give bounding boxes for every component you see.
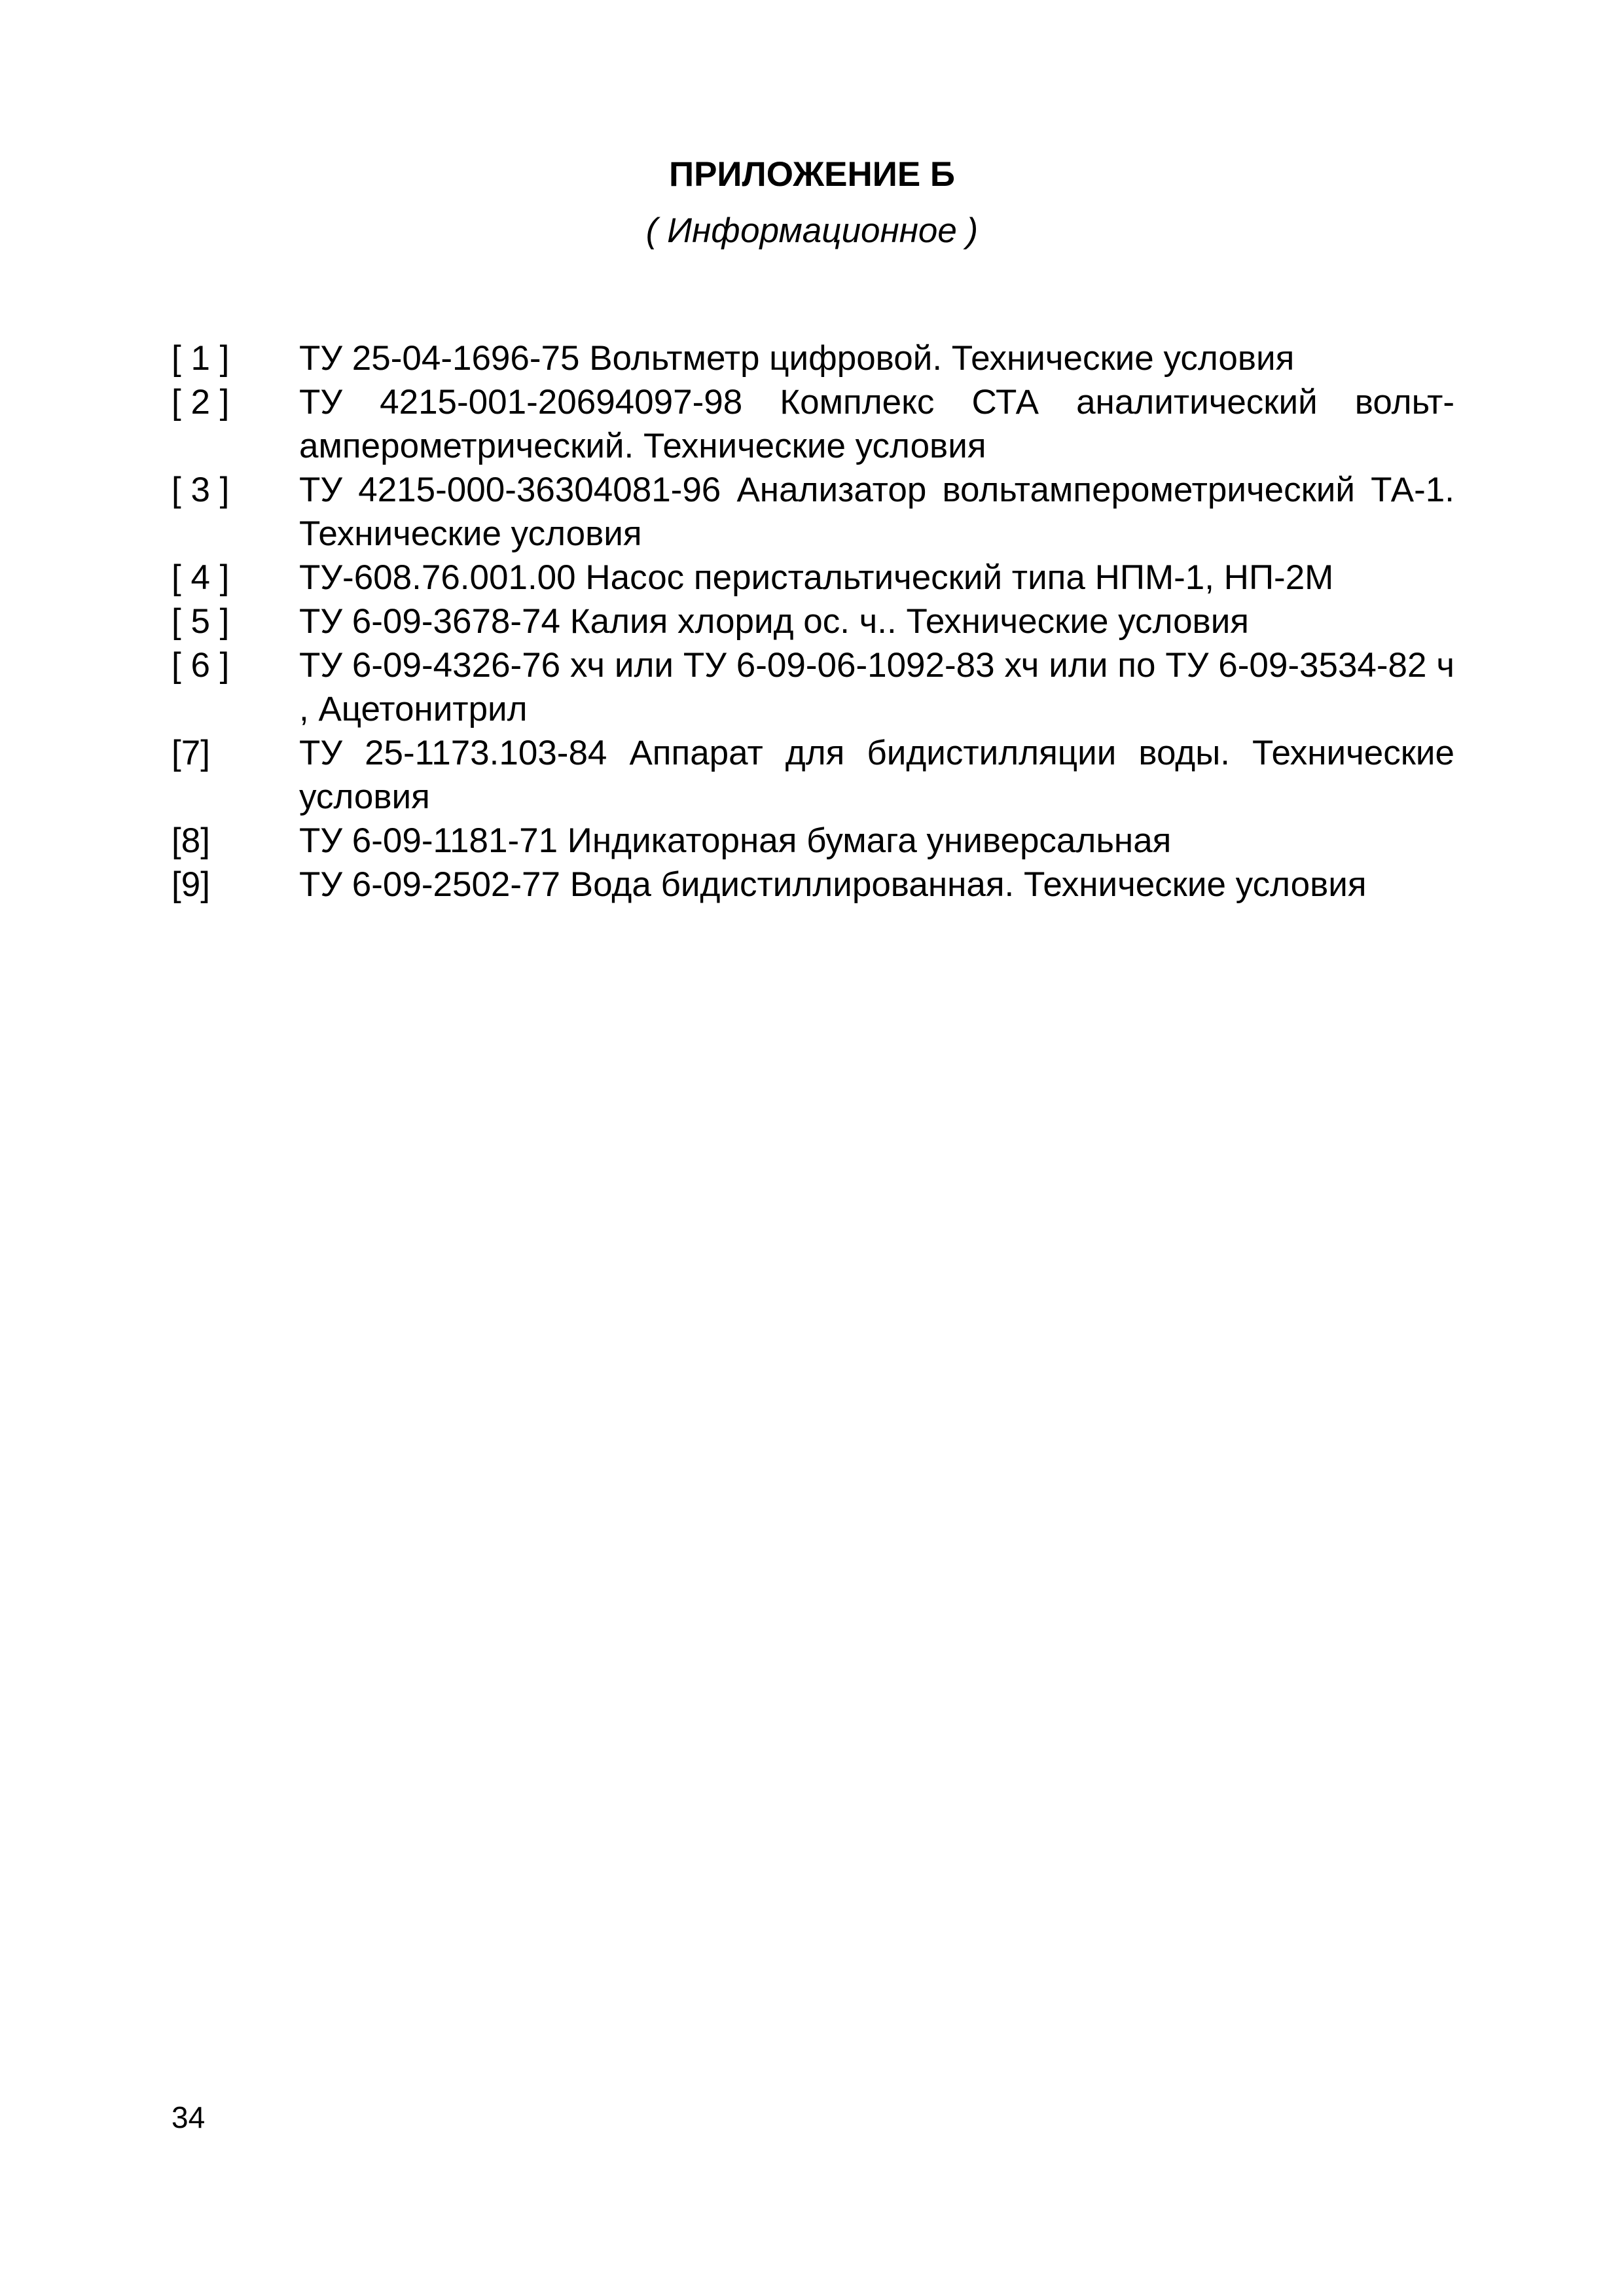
reference-text: ТУ 4215-000-36304081-96 Анализатор вольтамперометрический ТА-1. Технические условия	[299, 471, 1454, 553]
reference-number: [9]	[171, 865, 210, 904]
reference-text: ТУ 6-09-2502-77 Вода бидистиллированная. Технические условия	[299, 865, 1367, 904]
reference-number: [ 2 ]	[171, 383, 230, 422]
reference-text: ТУ-608.76.001.00 Насос перистальтический типа НПМ-1, НП-2М	[299, 558, 1334, 597]
appendix-title: ПРИЛОЖЕНИЕ Б	[668, 155, 956, 194]
reference-item-4	[171, 556, 1454, 600]
reference-item-1	[171, 336, 1454, 380]
reference-text: ТУ 6-09-3678-74 Калия хлорид ос. ч.. Технические условия	[299, 602, 1250, 641]
reference-text: ТУ 25-04-1696-75 Вольтметр цифровой. Технические условия	[299, 339, 1295, 378]
page-number: 34	[171, 2100, 206, 2134]
reference-item-9	[171, 863, 1454, 906]
reference-number: [8]	[171, 821, 210, 860]
reference-text: ТУ 4215-001-20694097-98 Комплекс СТА аналитический вольтамперометрический. Технические условия	[299, 383, 1454, 465]
reference-number: [ 4 ]	[171, 558, 230, 597]
reference-text: ТУ 6-09-1181-71 Индикаторная бумага универсальная	[299, 821, 1172, 860]
reference-item-5	[171, 600, 1454, 643]
reference-number: [ 5 ]	[171, 602, 230, 641]
reference-number: [ 3 ]	[171, 471, 230, 509]
reference-item-6	[171, 643, 1454, 731]
reference-item-2	[171, 380, 1454, 468]
reference-number: [ 6 ]	[171, 646, 230, 685]
reference-number: [ 1 ]	[171, 339, 230, 378]
reference-item-7	[171, 731, 1454, 819]
reference-item-3	[171, 468, 1454, 556]
reference-text: ТУ 6-09-4326-76 хч или ТУ 6-09-06-1092-83 хч или по ТУ 6-09-3534-82 ч , Ацетонитрил	[299, 646, 1454, 728]
reference-list	[171, 336, 1454, 906]
appendix-subtitle: ( Информационное )	[645, 211, 979, 250]
reference-item-8	[171, 819, 1454, 863]
reference-text: ТУ 25-1173.103-84 Аппарат для бидистилляции воды. Технические условия	[299, 734, 1454, 816]
reference-number: [7]	[171, 734, 210, 772]
